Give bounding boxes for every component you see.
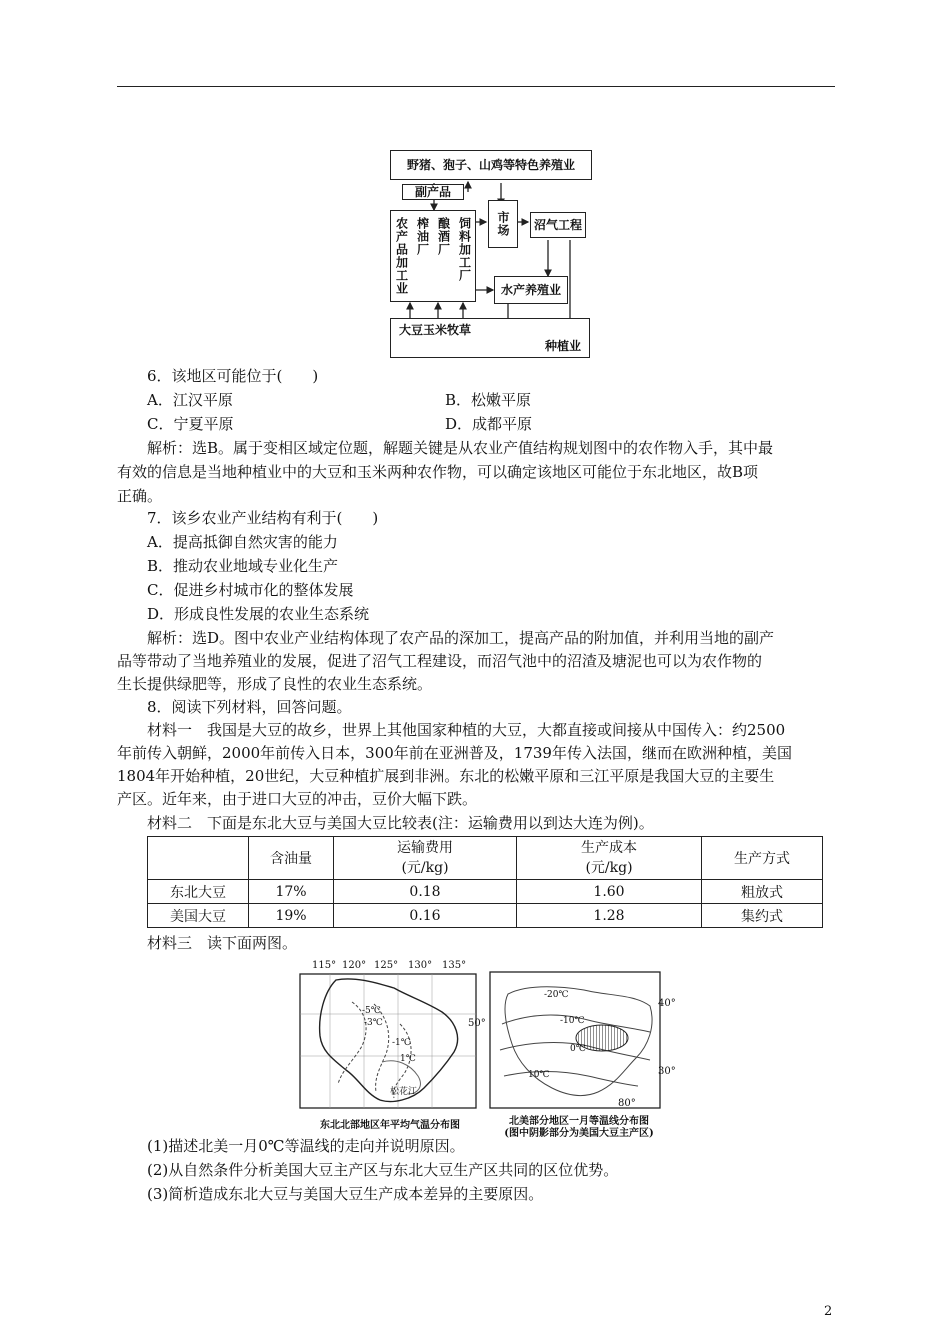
place-label: 松花江 [390, 1087, 418, 1097]
biogas-box: 沼气工程 [530, 212, 586, 238]
material-3-intro: 材料三 读下面两图。 [147, 934, 298, 952]
isotherm-label: -3℃ [364, 1018, 383, 1028]
q7-stem: 7．该乡农业产业结构有利于( ) [147, 509, 379, 527]
table-header-row [148, 837, 823, 880]
material-1-line-1: 材料一 我国是大豆的故乡，世界上其他国家种植的大豆，大都直接或间接从中国传入：约2500 [147, 721, 786, 739]
market-box: 市场 [488, 200, 518, 248]
table-cell: 东北大豆 [148, 880, 249, 904]
table-cell: 粗放式 [702, 880, 823, 904]
isotherm-label: 0℃ [570, 1044, 586, 1054]
soybean-comparison-table [147, 836, 823, 928]
lat-label: 40° [658, 998, 676, 1009]
northeast-china-temperature-map: 115° 120° 125° 130° 135° 50° -5℃ -3℃ -1℃ 1℃ 松花江 东北北部地区年平均气温分布图 [296, 966, 480, 1116]
sub-question-3: (3)简析造成东北大豆与美国大豆生产成本差异的主要原因。 [147, 1185, 544, 1203]
map-left-caption: 东北北部地区年平均气温分布图 [320, 1120, 460, 1131]
table-cell: 19% [249, 904, 334, 928]
north-america-isotherm-map [488, 966, 676, 1139]
isotherm-label: -5℃ [362, 1006, 381, 1016]
table-header-cell: 生产成本 (元/kg) [517, 837, 702, 880]
q6-stem: 6．该地区可能位于( ) [147, 367, 319, 385]
table-header-cell: 运输费用 (元/kg) [334, 837, 517, 880]
material-1-line-3: 1804年开始种植，20世纪，大豆种植扩展到非洲。东北的松嫩平原和三江平原是我国大豆的主要生 [117, 767, 775, 785]
map-left-graphic [296, 966, 480, 1116]
q6-option-a: A．江汉平原 [147, 391, 233, 409]
q6-analysis-line-3: 正确。 [117, 487, 163, 505]
isotherm-label: 1℃ [400, 1054, 416, 1064]
isotherm-label: -20℃ [544, 990, 569, 1000]
planting-box [390, 318, 590, 358]
q7-analysis-line-2: 品等带动了当地养殖业的发展，促进了沼气工程建设，而沼气池中的沼渣及塘泥也可以为农作物的 [117, 652, 763, 670]
agri-processing-box [390, 210, 476, 302]
isotherm-label: -1℃ [392, 1038, 411, 1048]
q6-analysis-line-2: 有效的信息是当地种植业中的大豆和玉米两种农作物，可以确定该地区可能位于东北地区，故B项 [117, 463, 759, 481]
q8-stem: 8．阅读下列材料，回答问题。 [147, 698, 352, 716]
brewery-label: 酿酒厂 [436, 217, 451, 256]
crops-label: 大豆玉米牧草 [399, 323, 472, 337]
q6-option-d: D．成都平原 [445, 415, 533, 433]
oil-mill-label: 榨油厂 [415, 217, 430, 256]
agri-structure-diagram [388, 150, 594, 360]
table-cell: 17% [249, 880, 334, 904]
wild-breeding-box: 野猪、狍子、山鸡等特色养殖业 [390, 150, 592, 180]
sub-question-2: (2)从自然条件分析美国大豆主产区与东北大豆生产区共同的区位优势。 [147, 1161, 619, 1179]
q7-option-a: A．提高抵御自然灾害的能力 [147, 533, 338, 551]
table-row [148, 904, 823, 928]
table-header-cell: 生产方式 [702, 837, 823, 880]
table-row [148, 880, 823, 904]
material-1-line-2: 年前传入朝鲜，2000年前传入日本，300年前在亚洲普及，1739年传入法国，继而在欧洲种植，美国 [117, 744, 792, 762]
material-2-intro: 材料二 下面是东北大豆与美国大豆比较表(注：运输费用以到达大连为例)。 [147, 814, 654, 832]
q7-option-c: C．促进乡村城市化的整体发展 [147, 581, 354, 599]
agri-processing-label: 农产品加工业 [394, 217, 409, 295]
table-cell: 0.18 [334, 880, 517, 904]
byproducts-box: 副产品 [402, 184, 464, 200]
q7-analysis-line-3: 生长提供绿肥等，形成了良性的农业生态系统。 [117, 675, 433, 693]
q7-option-b: B．推动农业地域专业化生产 [147, 557, 339, 575]
table-cell: 1.60 [517, 880, 702, 904]
q7-analysis-line-1: 解析：选D。图中农业产业结构体现了农产品的深加工，提高产品的附加值，并利用当地的副产 [147, 629, 775, 647]
isotherm-label: 10℃ [528, 1070, 550, 1080]
aquaculture-box: 水产养殖业 [494, 276, 568, 304]
page-number: 2 [824, 1304, 833, 1319]
header-rule [117, 86, 835, 87]
feed-plant-label: 饲料加工厂 [457, 217, 472, 282]
table-cell: 集约式 [702, 904, 823, 928]
table-cell: 0.16 [334, 904, 517, 928]
table-header-cell: 含油量 [249, 837, 334, 880]
q7-option-d: D．形成良性发展的农业生态系统 [147, 605, 370, 623]
q6-analysis-line-1: 解析：选B。属于变相区域定位题，解题关键是从农业产值结构规划图中的农作物入手，其中最 [147, 439, 774, 457]
q6-option-b: B．松嫩平原 [445, 391, 532, 409]
material-1-line-4: 产区。近年来，由于进口大豆的冲击，豆价大幅下跌。 [117, 790, 478, 808]
map-right-graphic [488, 966, 670, 1116]
lat-label: 30° [658, 1066, 676, 1077]
map-right-caption-1: 北美部分地区一月等温线分布图 [509, 1116, 649, 1127]
lon-label: 80° [618, 1098, 636, 1109]
isotherm-label: -10℃ [560, 1016, 585, 1026]
table-cell: 1.28 [517, 904, 702, 928]
planting-label: 种植业 [544, 339, 581, 353]
table-cell: 美国大豆 [148, 904, 249, 928]
map-left-lat-label: 50° [468, 1018, 486, 1029]
map-right-caption-2: (图中阴影部分为美国大豆主产区) [504, 1128, 654, 1139]
table-header-cell [148, 837, 249, 880]
sub-question-1: (1)描述北美一月0℃等温线的走向并说明原因。 [147, 1137, 465, 1155]
q6-option-c: C．宁夏平原 [147, 415, 234, 433]
